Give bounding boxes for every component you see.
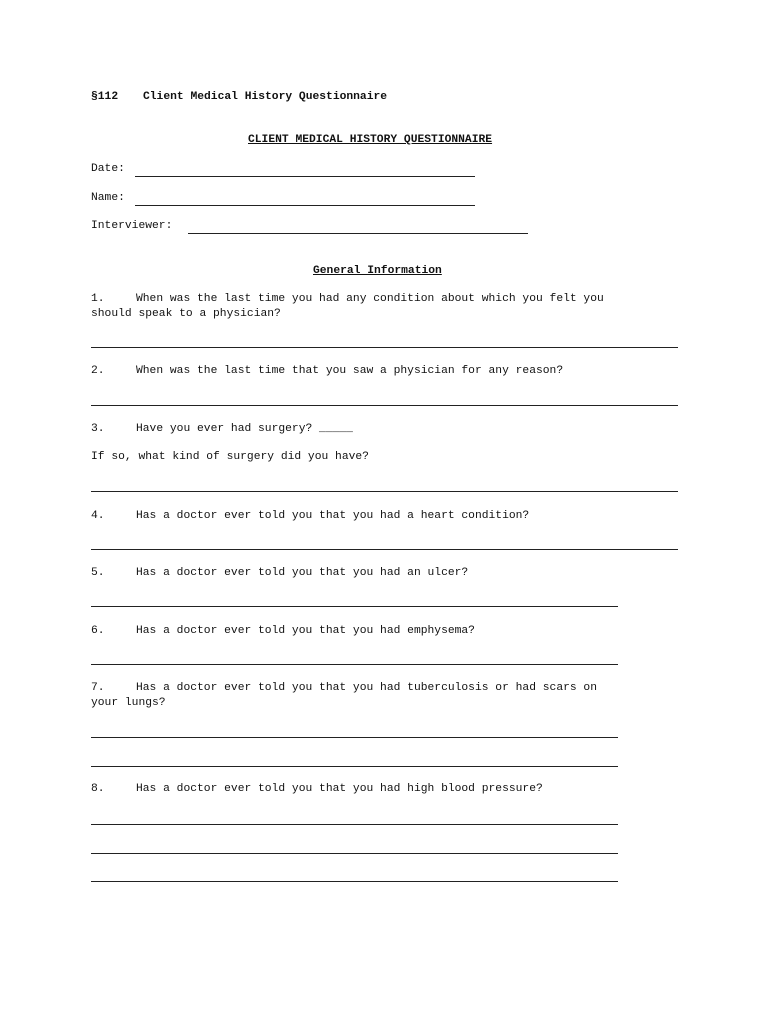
answer-line[interactable]	[91, 853, 618, 854]
answer-line[interactable]	[91, 606, 618, 607]
question-text: Has a doctor ever told you that you had emphysema?	[136, 625, 475, 637]
answer-line[interactable]	[91, 881, 618, 882]
question-number: 5.	[91, 567, 105, 579]
form-heading: CLIENT MEDICAL HISTORY QUESTIONNAIRE	[248, 134, 493, 146]
question-text: Has a doctor ever told you that you had a heart condition?	[136, 510, 530, 522]
follow-up-question: If so, what kind of surgery did you have?	[91, 451, 369, 463]
section-heading: General Information	[313, 265, 442, 277]
question-number: 7.	[91, 682, 105, 694]
question-text: Has a doctor ever told you that you had tuberculosis or had scars on	[136, 682, 597, 694]
answer-line[interactable]	[91, 766, 618, 767]
answer-line[interactable]	[91, 664, 618, 665]
question-number: 2.	[91, 365, 105, 377]
question-number: 6.	[91, 625, 105, 637]
document-title: Client Medical History Questionnaire	[143, 91, 388, 103]
answer-line[interactable]	[91, 347, 678, 348]
date-label: Date:	[91, 163, 125, 175]
question-text: Have you ever had surgery? _____	[136, 423, 353, 435]
name-field[interactable]	[135, 205, 475, 206]
question-number: 8.	[91, 783, 105, 795]
section-number: §112	[91, 91, 119, 103]
answer-line[interactable]	[91, 824, 618, 825]
question-text: When was the last time you had any condition about which you felt you	[136, 293, 604, 305]
interviewer-label: Interviewer:	[91, 220, 173, 232]
question-number: 3.	[91, 423, 105, 435]
name-label: Name:	[91, 192, 125, 204]
answer-line[interactable]	[91, 549, 678, 550]
question-text: When was the last time that you saw a physician for any reason?	[136, 365, 564, 377]
question-text-continued: should speak to a physician?	[91, 308, 281, 320]
question-number: 4.	[91, 510, 105, 522]
answer-line[interactable]	[91, 737, 618, 738]
question-number: 1.	[91, 293, 105, 305]
question-text: Has a doctor ever told you that you had high blood pressure?	[136, 783, 543, 795]
question-text-continued: your lungs?	[91, 697, 166, 709]
answer-line[interactable]	[91, 405, 678, 406]
answer-line[interactable]	[91, 491, 678, 492]
date-field[interactable]	[135, 176, 475, 177]
question-text: Has a doctor ever told you that you had an ulcer?	[136, 567, 469, 579]
interviewer-field[interactable]	[188, 233, 528, 234]
